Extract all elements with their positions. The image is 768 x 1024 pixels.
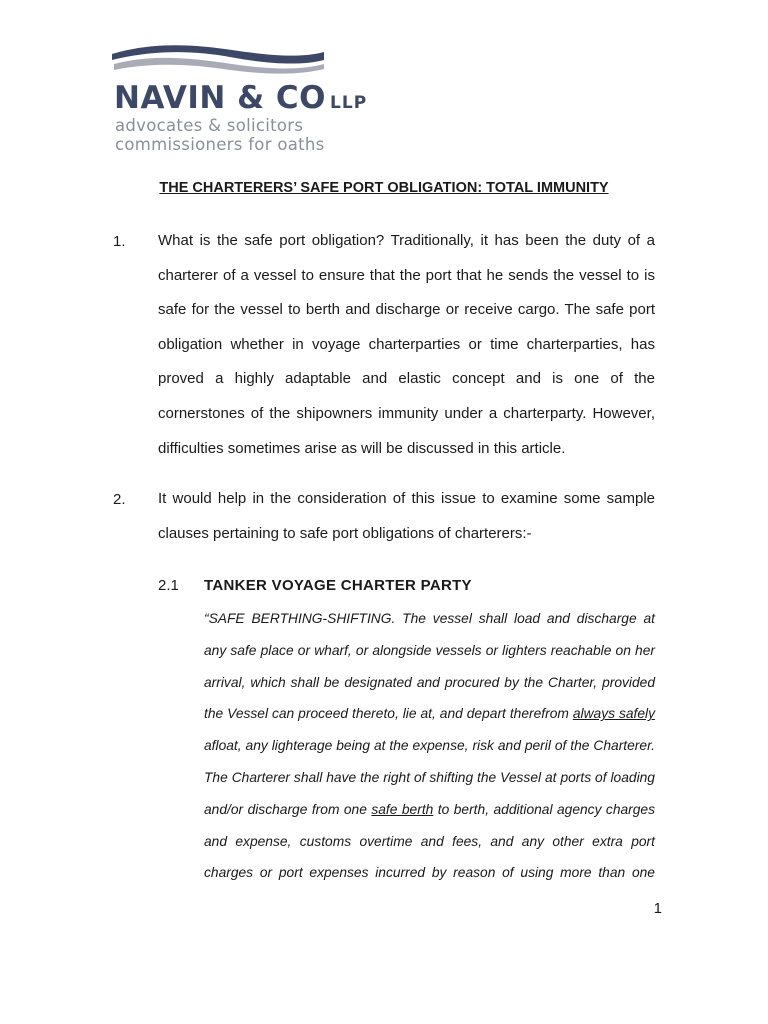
page-number: 1 — [653, 900, 662, 917]
paragraph-number: 1. — [113, 233, 126, 250]
clause-text-part-1: “SAFE BERTHING-SHIFTING. The vessel shall load and discharge at any safe place or wharf, or alongside vessels or lighters reachable on her arrival, which shall be designated and procured by the Charter, provided the Vessel can proceed thereto, lie at, and depart therefrom — [204, 611, 655, 722]
clause-quote — [204, 603, 655, 889]
firm-suffix: LLP — [330, 93, 368, 113]
paragraph-number: 2. — [113, 491, 126, 508]
clause-text-part-3: to berth, additional agency charges and expense, customs overtime and fees, and any other extra port charges or port expenses incurred by reason of using more than one — [204, 801, 656, 881]
subsection-number: 2.1 — [158, 577, 179, 594]
clause-text-part-2: afloat, any lighterage being at the expense, risk and peril of the Charterer. The Charterer shall have the right of shifting the Vessel at ports of loading and/or discharge from one — [204, 738, 655, 817]
subsection-heading: TANKER VOYAGE CHARTER PARTY — [204, 577, 472, 594]
logo-waves-icon — [112, 40, 326, 76]
firm-logo-name — [114, 80, 367, 121]
firm-name: NAVIN & CO — [114, 80, 327, 116]
clause-underlined-safe-berth: safe berth — [371, 801, 434, 817]
firm-tagline-2: commissioners for oaths — [115, 135, 325, 154]
document-title: THE CHARTERERS’ SAFE PORT OBLIGATION: TOTAL IMMUNITY — [159, 180, 609, 196]
clause-underlined-always-safely: always safely — [572, 706, 655, 722]
firm-tagline-1: advocates & solicitors — [115, 116, 304, 135]
paragraph-text: What is the safe port obligation? Traditionally, it has been the duty of a charterer of a vessel to ensure that the port that he sends the vessel to is safe for the vessel to berth and discharge or receive cargo. The safe port obligation whether in voyage charterparties or time charterparties, has proved a highly adaptable and elastic concept and is one of the cornerstones of the shipowners immunity under a charterparty. However, difficulties sometimes arise as will be discussed in this article. — [158, 232, 655, 457]
paragraph-text: It would help in the consideration of this issue to examine some sample clauses pertaining to safe port obligations of charterers:- — [158, 490, 655, 542]
